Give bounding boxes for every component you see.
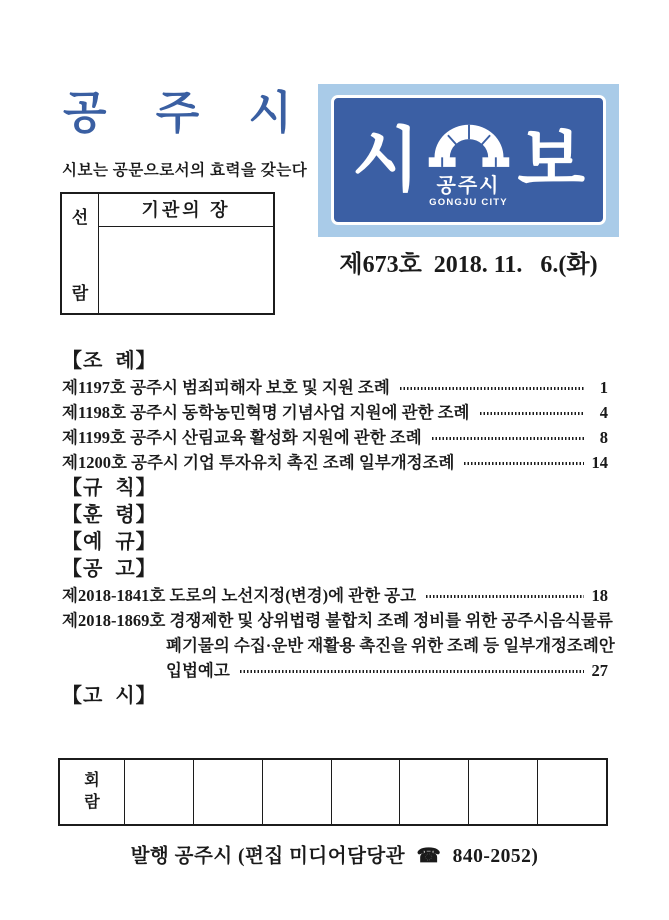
toc-entry-label: 제2018-1869호 경쟁제한 및 상위법령 불합치 조례 정비를 위한 공주시음식물류 — [62, 611, 613, 630]
toc-entry-page: 4 — [599, 403, 608, 422]
approval-side-bottom-char: 람 — [71, 284, 89, 303]
gazette-logo-plate — [318, 84, 619, 237]
fortress-arch-gate-icon — [423, 115, 515, 174]
circulation-side-label — [60, 760, 124, 824]
toc-entry-label: 제1198호 공주시 동학농민혁명 기념사업 지원에 관한 조례 — [62, 403, 470, 422]
toc-entry-label: 제2018-1841호 도로의 노선지정(변경)에 관한 공고 — [62, 586, 417, 605]
gazette-motto: 시보는 공문으로서의 효력을 갖는다 — [62, 162, 308, 179]
toc-entry — [62, 583, 608, 608]
logo-left-char: 시 — [352, 121, 420, 199]
circulation-empty-cell — [399, 760, 468, 824]
toc-entry-label: 제1199호 공주시 산림교육 활성화 지원에 관한 조례 — [62, 428, 422, 447]
toc-entry-label: 제1200호 공주시 기업 투자유치 촉진 조례 일부개정조례 — [62, 453, 455, 472]
approval-header: 기관의 장 — [99, 194, 273, 227]
phone-icon: ☎ — [416, 846, 442, 867]
toc-entry — [62, 400, 608, 425]
toc-entry-page: 14 — [591, 453, 608, 472]
logo-city-name-kr: 공주시 — [436, 175, 501, 198]
publisher-phone: 840-2052) — [452, 846, 539, 867]
dot-leader — [400, 387, 584, 390]
toc-section-heading-established-rule: 【예 규】 — [62, 531, 157, 553]
toc-entry — [62, 425, 608, 450]
toc-section-heading-notification: 【고 시】 — [62, 685, 157, 707]
toc-entry-label: 제1197호 공주시 범죄피해자 보호 및 지원 조례 — [62, 378, 390, 397]
issue-number-date: 제673호 2018. 11. 6.(화) — [339, 252, 598, 278]
toc-entry-label: 입법예고 — [166, 661, 230, 680]
toc-section-heading-directive: 【훈 령】 — [62, 504, 157, 526]
dot-leader — [426, 595, 583, 598]
toc-section-heading-ordinance: 【조 례】 — [62, 350, 157, 372]
toc-entry-page: 8 — [599, 428, 608, 447]
logo-center — [423, 115, 515, 208]
gazette-logo-panel — [331, 95, 606, 225]
toc-entry — [62, 375, 608, 400]
dot-leader — [240, 670, 584, 673]
circulation-empty-cell — [193, 760, 262, 824]
circulation-side-top-char: 회 — [84, 771, 100, 789]
circulation-empty-cell — [537, 760, 606, 824]
toc-entry-last-line — [62, 658, 608, 683]
logo-city-name-en: GONGJU CITY — [429, 197, 508, 209]
circulation-side-bottom-char: 람 — [84, 793, 100, 811]
table-of-contents — [62, 348, 615, 710]
toc-entry-page: 1 — [599, 378, 608, 397]
toc-section-heading-public-notice: 【공 고】 — [62, 558, 157, 580]
dot-leader — [464, 462, 583, 465]
circulation-empty-cell — [124, 760, 193, 824]
logo-right-char: 보 — [517, 121, 585, 199]
publisher-line — [0, 840, 669, 868]
approval-side-label — [62, 194, 99, 313]
approval-empty-cell — [99, 227, 273, 313]
toc-entry-page: 18 — [591, 586, 608, 605]
toc-entry-page: 27 — [591, 661, 608, 680]
toc-section-heading-rule: 【규 칙】 — [62, 477, 157, 499]
circulation-empty-cell — [262, 760, 331, 824]
approval-stamp-box — [60, 192, 275, 315]
approval-side-top-char: 선 — [71, 208, 89, 227]
toc-entry — [62, 450, 608, 475]
page-title: 공 주 시 — [63, 88, 296, 138]
approval-main — [99, 194, 273, 313]
circulation-empty-cell — [331, 760, 400, 824]
circulation-empty-cell — [468, 760, 537, 824]
toc-entry-continuation: 폐기물의 수집·운반 재활용 촉진을 위한 조례 등 일부개정조례안 — [166, 636, 615, 655]
circulation-stamp-box — [58, 758, 608, 826]
dot-leader — [480, 412, 585, 415]
dot-leader — [432, 437, 584, 440]
publisher-text: 발행 공주시 (편집 미디어담당관 — [130, 846, 406, 867]
toc-entry-multiline-first — [62, 608, 613, 633]
